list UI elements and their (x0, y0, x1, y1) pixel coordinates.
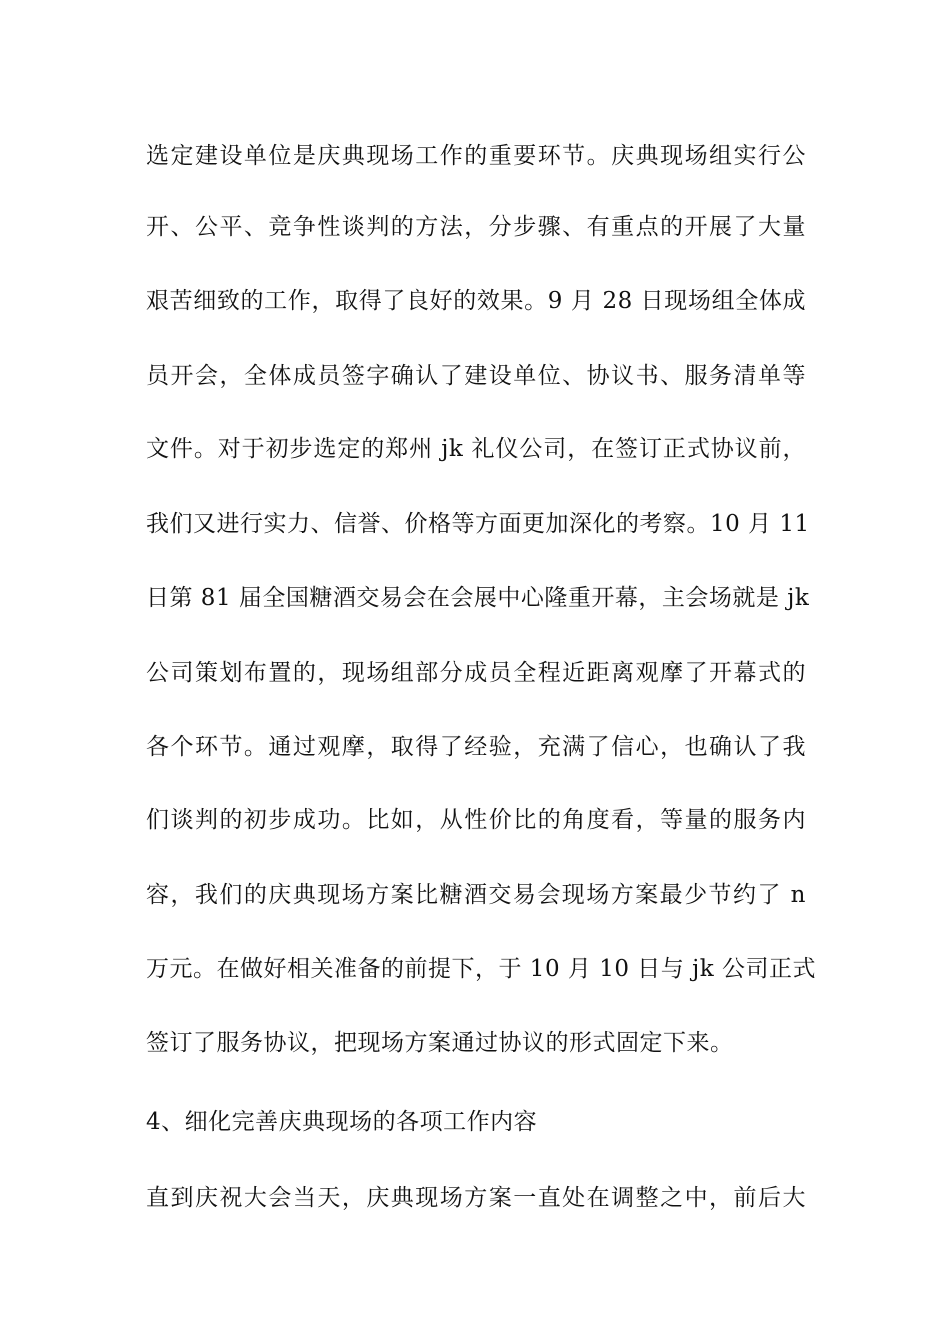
paragraph-line: 公司策划布置的，现场组部分成员全程近距离观摩了开幕式的 (146, 660, 806, 686)
paragraph-line: 日第 81 届全国糖酒交易会在会展中心隆重开幕，主会场就是 jk (146, 585, 810, 611)
section-heading: 4、细化完善庆典现场的各项工作内容 (146, 1109, 538, 1135)
paragraph-line: 选定建设单位是庆典现场工作的重要环节。庆典现场组实行公 (146, 143, 806, 169)
paragraph-line: 签订了服务协议，把现场方案通过协议的形式固定下来。 (146, 1030, 734, 1056)
paragraph-line: 文件。对于初步选定的郑州 jk 礼仪公司，在签订正式协议前， (146, 436, 806, 462)
paragraph-line: 开、公平、竞争性谈判的方法，分步骤、有重点的开展了大量 (146, 214, 806, 240)
paragraph-line: 我们又进行实力、信誉、价格等方面更加深化的考察。10 月 11 (146, 511, 810, 537)
paragraph-line: 直到庆祝大会当天，庆典现场方案一直处在调整之中，前后大 (146, 1185, 806, 1211)
paragraph-line: 们谈判的初步成功。比如，从性价比的角度看，等量的服务内 (146, 807, 806, 833)
paragraph-line: 艰苦细致的工作，取得了良好的效果。9 月 28 日现场组全体成 (146, 288, 806, 314)
paragraph-line: 各个环节。通过观摩，取得了经验，充满了信心，也确认了我 (146, 734, 806, 760)
paragraph-line: 容，我们的庆典现场方案比糖酒交易会现场方案最少节约了 n (146, 882, 806, 908)
paragraph-line: 员开会，全体成员签字确认了建设单位、协议书、服务清单等 (146, 363, 806, 389)
paragraph-line: 万元。在做好相关准备的前提下，于 10 月 10 日与 jk 公司正式 (146, 956, 816, 982)
